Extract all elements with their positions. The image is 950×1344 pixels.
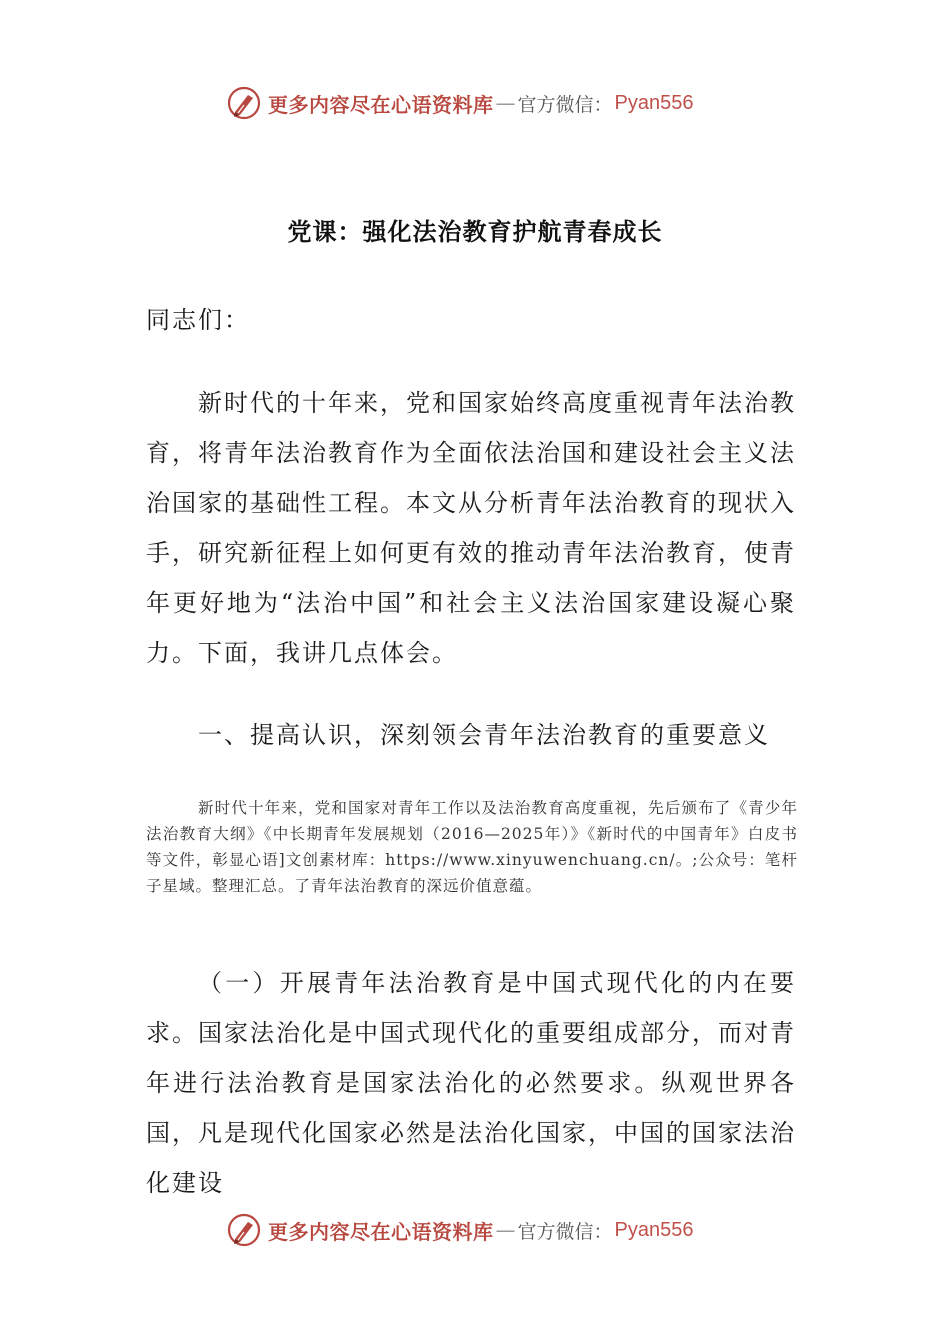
intro-paragraph: 新时代的十年来，党和国家始终高度重视青年法治教育，将青年法治教育作为全面依法治国和建设社会主义法治国家的基础性工程。本文从分析青年法治教育的现状入手，研究新征程上如何更有效的推动青年法治教育，使青年更好地为“法治中国”和社会主义法治国家建设凝心聚力。下面，我讲几点体会。 bbox=[146, 389, 796, 667]
banner-wechat-id: Pyan556 bbox=[614, 1218, 694, 1241]
header-watermark-banner bbox=[226, 83, 693, 123]
small-print-note: 新时代十年来，党和国家对青年工作以及法治教育高度重视，先后颁布了《青少年法治教育大纲》《中长期青年发展规划（2016—2025年）》《新时代的中国青年》白皮书等文件，彰显心语]文创素材库：https://www.xinyuwenchuang.cn/。;公众号：笔杆子星域。整理汇总。了青年法治教育的深远价值意蕴。 bbox=[146, 799, 798, 895]
section-heading-1: 一、提高认识，深刻领会青年法治教育的重要意义 bbox=[198, 721, 770, 749]
banner-dash: — bbox=[495, 1218, 516, 1242]
subsection-paragraph-1: （一）开展青年法治教育是中国式现代化的内在要求。国家法治化是中国式现代化的重要组成部分，而对青年进行法治教育是国家法治化的必然要求。纵观世界各国，凡是现代化国家必然是法治化国家，中国的国家法治化建设 bbox=[146, 969, 796, 1197]
pen-nib-logo-icon bbox=[226, 1212, 262, 1248]
banner-wechat-id: Pyan556 bbox=[614, 91, 694, 114]
banner-dash: — bbox=[495, 91, 516, 115]
footer-watermark-banner bbox=[226, 1210, 693, 1250]
banner-wechat-label: 官方微信： bbox=[517, 1220, 613, 1243]
document-title: 党课：强化法治教育护航青春成长 bbox=[287, 217, 663, 246]
salutation: 同志们： bbox=[146, 306, 250, 334]
banner-brand-text: 更多内容尽在心语资料库 bbox=[268, 1219, 494, 1244]
banner-brand-text: 更多内容尽在心语资料库 bbox=[268, 92, 494, 117]
banner-wechat-label: 官方微信： bbox=[517, 93, 613, 116]
pen-nib-logo-icon bbox=[226, 85, 262, 121]
